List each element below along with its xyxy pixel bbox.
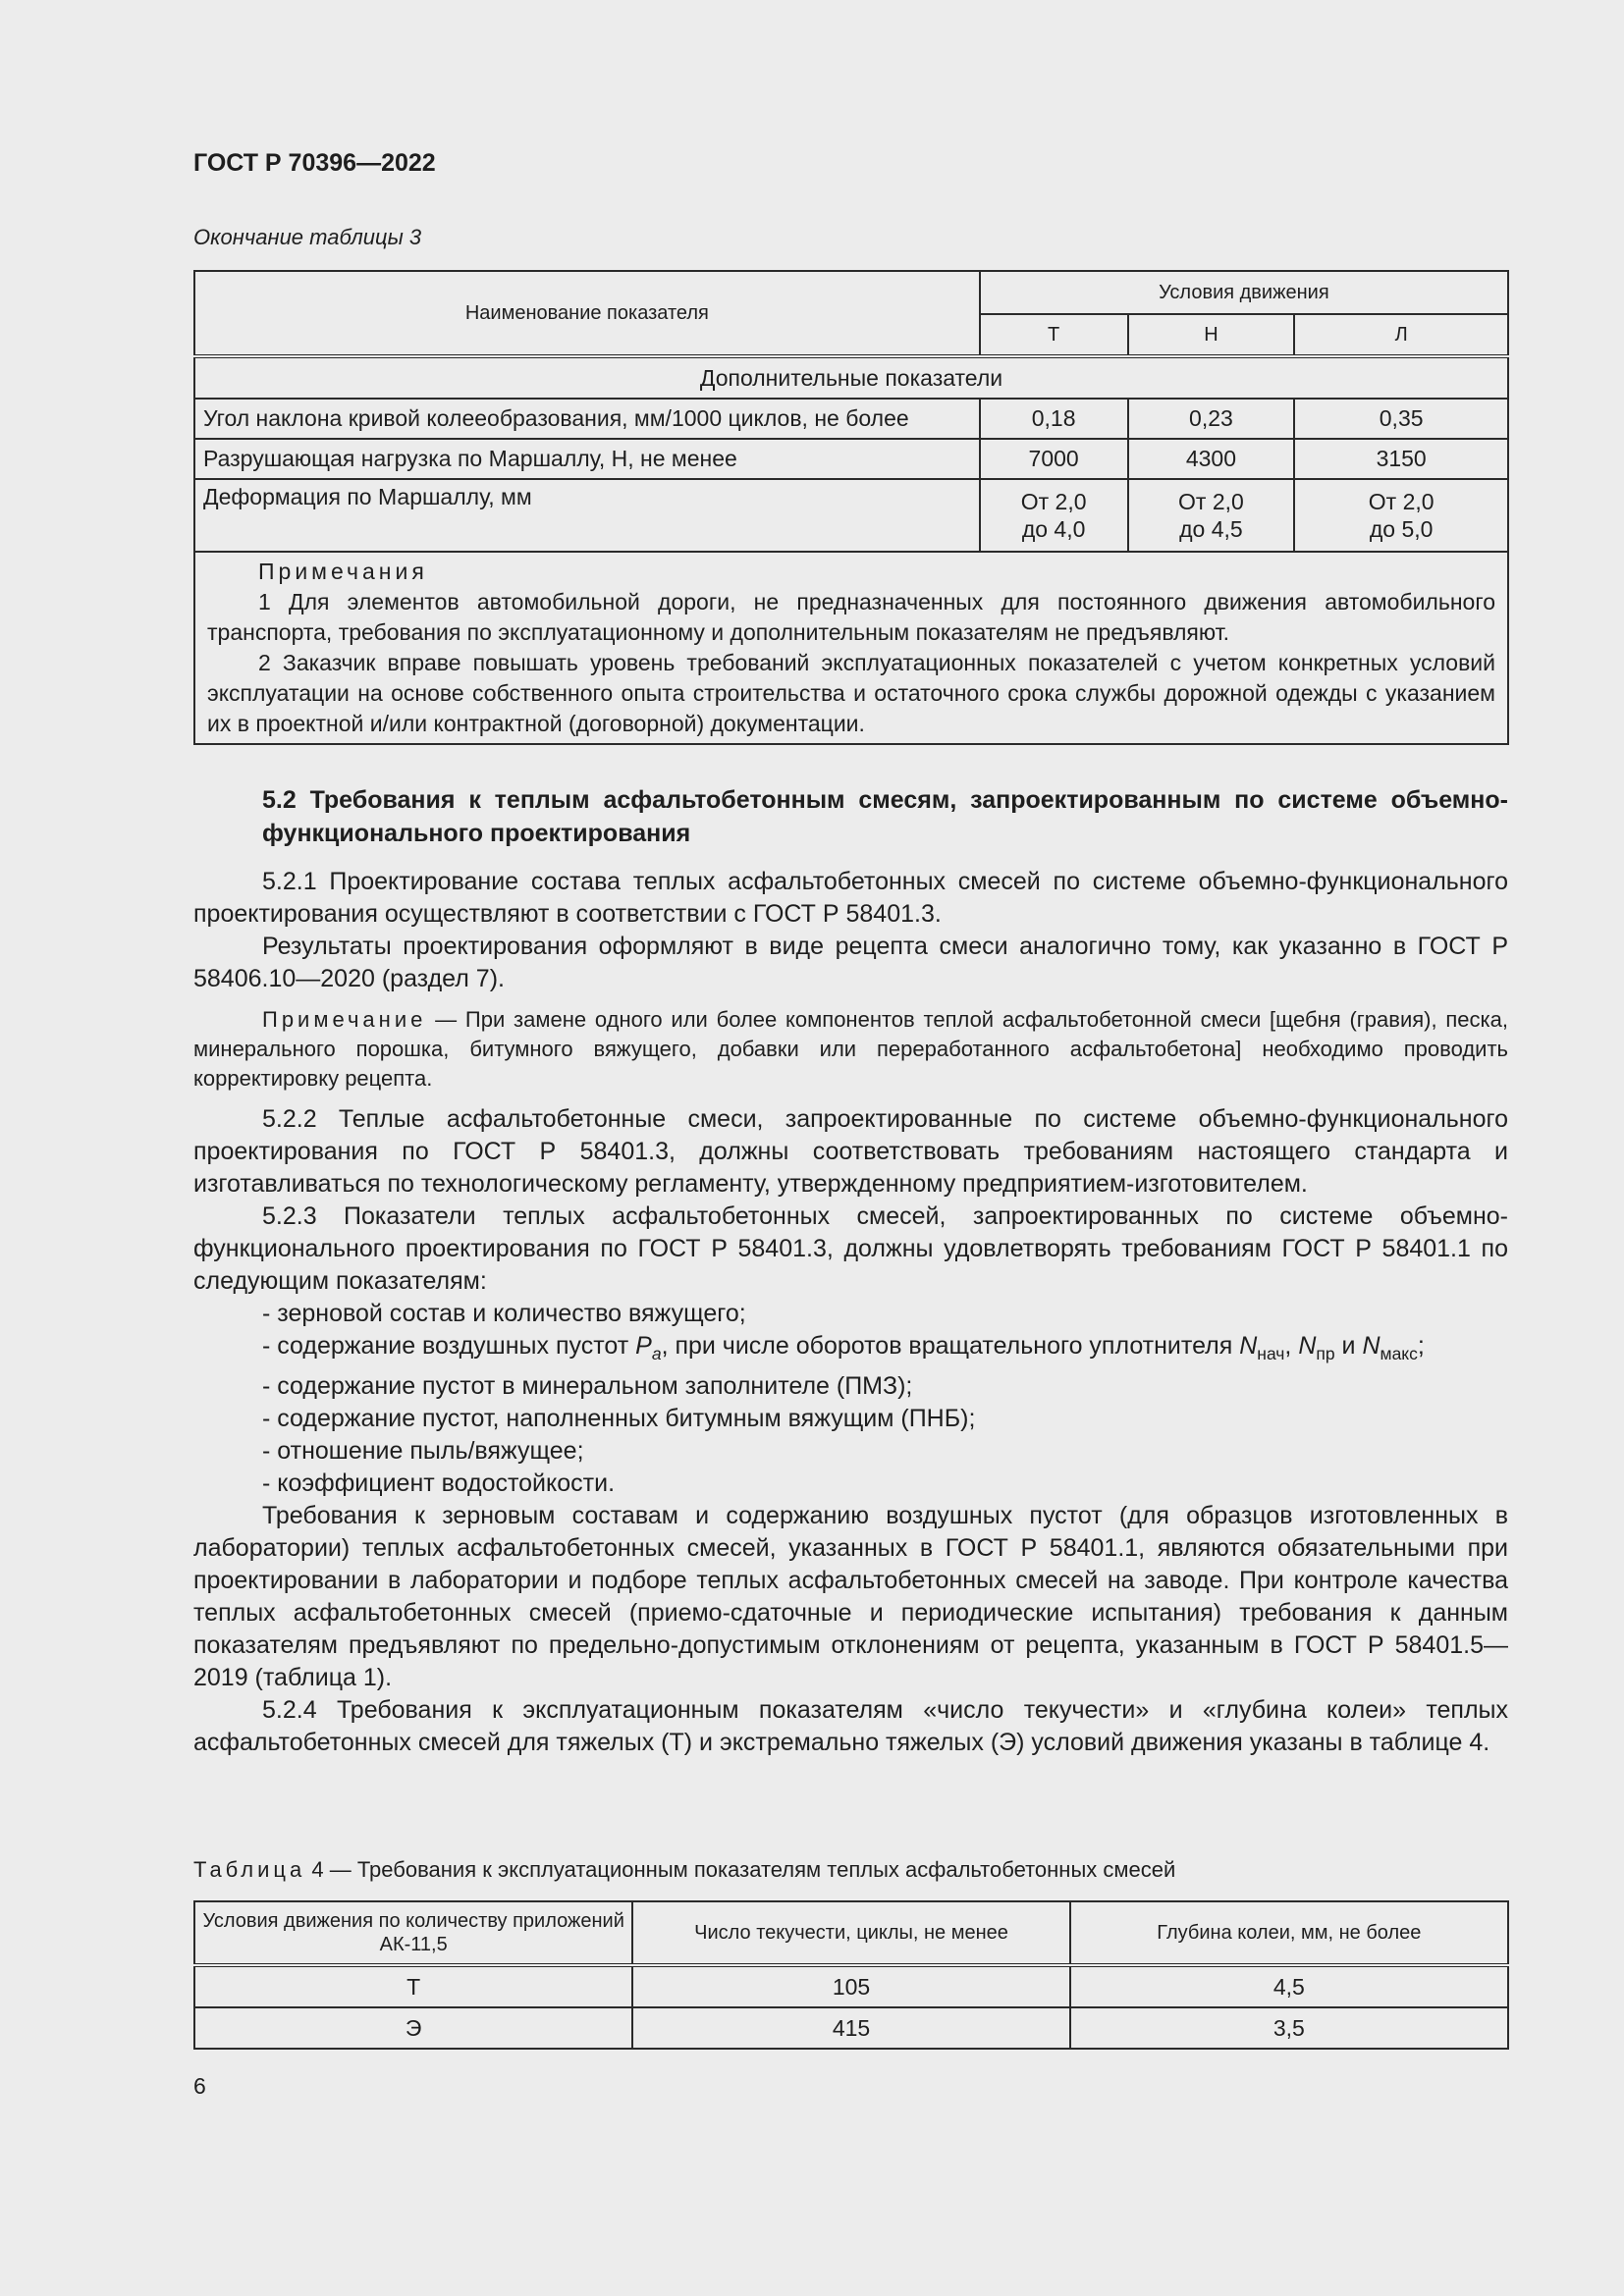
list-item: - отношение пыль/вяжущее;: [262, 1437, 584, 1465]
table-cell: Э: [194, 2007, 632, 2049]
subscript-nach: нач: [1257, 1344, 1285, 1363]
table-cell: 415: [632, 2007, 1069, 2049]
list-item: - зерновой состав и количество вяжущего;: [262, 1300, 746, 1327]
value-line: до 5,0: [1369, 516, 1434, 542]
list-item: - коэффициент водостойкости.: [262, 1469, 616, 1497]
page-number: 6: [193, 2073, 206, 2099]
value-line: От 2,0: [1368, 489, 1435, 514]
table4-caption: [193, 1857, 1175, 1883]
table-cell: 3,5: [1070, 2007, 1508, 2049]
list-text: , при числе оборотов вращательного уплотнителя: [661, 1332, 1240, 1360]
caption-text: 4 — Требования к эксплуатационным показателям теплых асфальтобетонных смесей: [305, 1857, 1176, 1882]
symbol-n: N: [1298, 1332, 1317, 1360]
symbol-p: P: [635, 1332, 652, 1360]
value-line: до 4,0: [1021, 516, 1086, 542]
row-value: 0,18: [980, 399, 1128, 439]
list-item: [193, 1330, 1508, 1370]
separator: и: [1334, 1332, 1363, 1360]
table-cell: 105: [632, 1965, 1069, 2007]
section-row: Дополнительные показатели: [194, 356, 1508, 399]
subscript-pr: пр: [1316, 1344, 1335, 1363]
col-header: Условия движения по количеству приложений АК-11,5: [194, 1901, 632, 1965]
body-text: [193, 866, 1508, 1759]
col-header-t: Т: [980, 314, 1128, 356]
subscript-a: a: [651, 1344, 662, 1363]
row-name: Деформация по Маршаллу, мм: [194, 479, 980, 552]
row-value: [980, 479, 1128, 552]
col-group-header: Условия движения: [980, 271, 1508, 314]
row-name: Угол наклона кривой колееобразования, мм/1000 циклов, не более: [194, 399, 980, 439]
row-value: 0,23: [1128, 399, 1295, 439]
col-header-n: Н: [1128, 314, 1295, 356]
value-line: до 4,5: [1179, 516, 1243, 542]
note-paragraph: [193, 1005, 1508, 1094]
paragraph-results: Результаты проектирования оформляют в виде рецепта смеси аналогично тому, как указанно в ГОСТ Р 58406.10—2020 (раздел 7).: [193, 933, 1508, 992]
note-2: 2 Заказчик вправе повышать уровень требований эксплуатационных показателей с учетом конкретных условий эксплуатации на основе собственного опыта строительства и остаточного срока службы дорожной одежды с указанием их в проектной и/или контрактной (договорной) документации.: [207, 650, 1495, 736]
list-text: - содержание воздушных пустот: [262, 1332, 636, 1360]
row-value: 3150: [1294, 439, 1508, 479]
table-4: [193, 1900, 1509, 2050]
table3-continuation: Окончание таблицы 3: [193, 225, 422, 249]
value-line: От 2,0: [1178, 489, 1244, 514]
symbol-n: N: [1362, 1332, 1380, 1360]
paragraph-5-2-3: 5.2.3 Показатели теплых асфальтобетонных смесей, запроектированных по системе объемно-функционального проектирования по ГОСТ Р 58401.3, должны удовлетворять требованиям ГОСТ Р 58401.1 по следующим показателям:: [193, 1202, 1508, 1295]
section-5-2: [193, 783, 1508, 850]
separator: ,: [1284, 1332, 1299, 1360]
paragraph-5-2-1: 5.2.1 Проектирование состава теплых асфальтобетонных смесей по системе объемно-функционального проектирования осуществляют в соответствии с ГОСТ Р 58401.3.: [193, 868, 1508, 928]
document-header: ГОСТ Р 70396—2022: [193, 149, 436, 177]
row-name: Разрушающая нагрузка по Маршаллу, Н, не менее: [194, 439, 980, 479]
paragraph-5-2-2: 5.2.2 Теплые асфальтобетонные смеси, запроектированные по системе объемно-функционального проектирования по ГОСТ Р 58401.3, должны соответствовать требованиям настоящего стандарта и изготавливаться по технологическому регламенту, утвержденному предприятием-изготовителем.: [193, 1105, 1508, 1198]
list-item: - содержание пустот, наполненных битумным вяжущим (ПНБ);: [262, 1405, 976, 1432]
section-heading: 5.2 Требования к теплым асфальтобетонным смесям, запроектированным по системе объемно-функционального проектирования: [262, 786, 1508, 847]
separator: ;: [1417, 1332, 1425, 1360]
row-value: [1294, 479, 1508, 552]
note-1: 1 Для элементов автомобильной дороги, не предназначенных для постоянного движения автомобильного транспорта, требования по эксплуатационному и дополнительным показателям не предъявляют.: [207, 589, 1495, 645]
table-cell: Т: [194, 1965, 632, 2007]
col-header: Глубина колеи, мм, не более: [1070, 1901, 1508, 1965]
table-notes: [194, 552, 1508, 744]
note-label: Примечание: [262, 1007, 427, 1032]
row-value: 7000: [980, 439, 1128, 479]
table-3: [193, 270, 1509, 745]
paragraph-5-2-4: 5.2.4 Требования к эксплуатационным показателям «число текучести» и «глубина колеи» теплых асфальтобетонных смесей для тяжелых (Т) и экстремально тяжелых (Э) условий движения указаны в таблице 4.: [193, 1696, 1508, 1756]
list-item: - содержание пустот в минеральном заполнителе (ПМЗ);: [262, 1372, 913, 1400]
subscript-maks: макс: [1380, 1344, 1418, 1363]
col-name-header: Наименование показателя: [194, 271, 980, 356]
table-cell: 4,5: [1070, 1965, 1508, 2007]
col-header-l: Л: [1294, 314, 1508, 356]
col-header: Число текучести, циклы, не менее: [632, 1901, 1069, 1965]
row-value: [1128, 479, 1295, 552]
paragraph-requirements: Требования к зерновым составам и содержанию воздушных пустот (для образцов изготовленных в лаборатории) теплых асфальтобетонных смесей, указанных в ГОСТ Р 58401.1, являются обязательными при проектировании в лаборатории и подборе теплых асфальтобетонных смесей на заводе. При контроле качества теплых асфальтобетонных смесей (приемо-сдаточные и периодические испытания) требования к данным показателям предъявляют по предельно-допустимым отклонениям от рецепта, указанным в ГОСТ Р 58401.5—2019 (таблица 1).: [193, 1502, 1508, 1691]
note-text: — При замене одного или более компонентов теплой асфальтобетонной смеси [щебня (гравия), песка, минерального порошка, битумного вяжущего, добавки или переработанного асфальтобетона] необходимо проводить корректировку рецепта.: [193, 1007, 1508, 1091]
row-value: 4300: [1128, 439, 1295, 479]
caption-label: Таблица: [193, 1857, 306, 1882]
value-line: От 2,0: [1020, 489, 1087, 514]
notes-title: Примечания: [258, 559, 428, 584]
row-value: 0,35: [1294, 399, 1508, 439]
symbol-n: N: [1239, 1332, 1258, 1360]
